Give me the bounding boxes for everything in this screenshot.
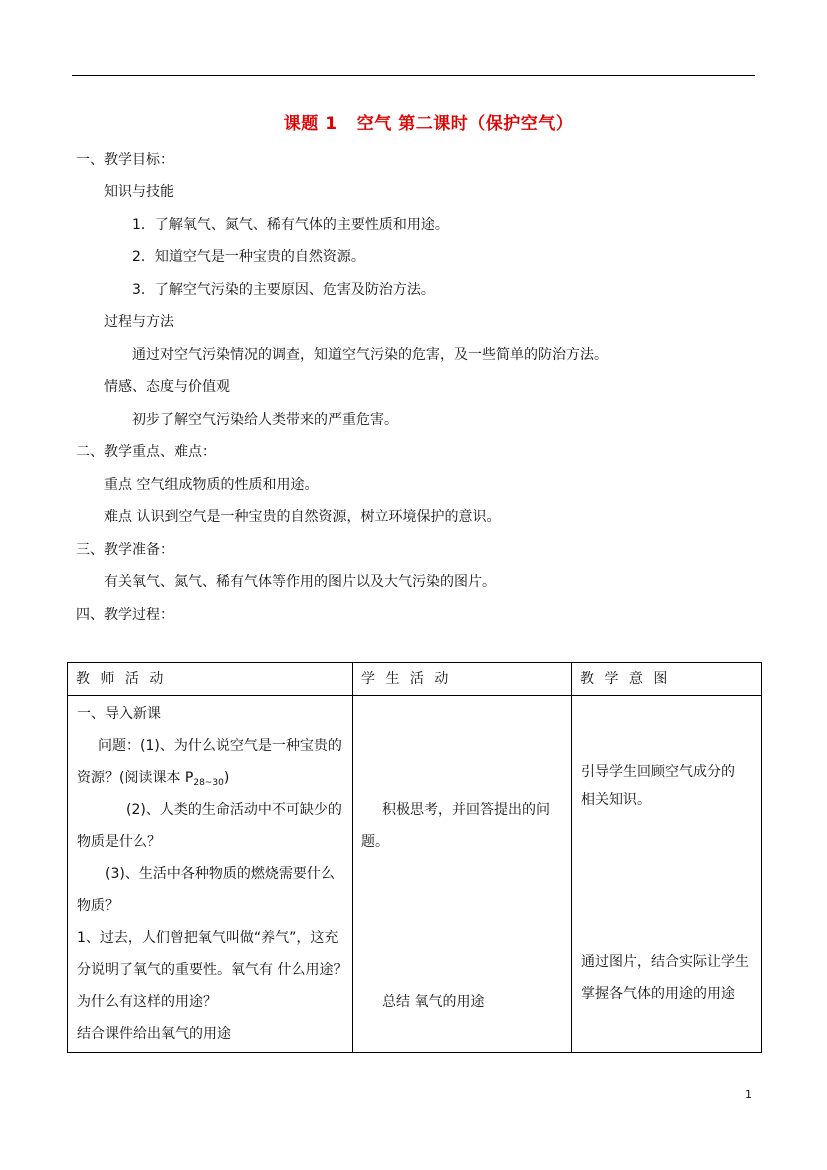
teacher-line: 问题：(1)、为什么说空气是一种宝贵的 [98, 738, 342, 754]
intent-line: 引导学生回顾空气成分的 [581, 764, 735, 780]
intent-line: 掌握各气体的用途的用途 [581, 986, 735, 1002]
goals-heading: 一、教学目标： [76, 152, 174, 168]
document-title: 课题 1 空气 第二课时（保护空气） [283, 114, 574, 134]
teacher-line: 1、过去，人们曾把氧气叫做“养气”，这充 [77, 930, 339, 946]
teacher-line: 结合课件给出氧气的用途 [77, 1026, 231, 1042]
header-teacher: 教 师 活 动 [68, 663, 353, 696]
key-point: 重点 空气组成物质的性质和用途。 [104, 477, 319, 493]
teacher-line: (3)、生活中各种物质的燃烧需要什么 [105, 866, 335, 882]
emotion-heading: 情感、态度与价值观 [104, 379, 230, 395]
teacher-line: 一、导入新课 [77, 706, 161, 722]
process-heading: 过程与方法 [104, 314, 174, 330]
student-line: 总结 氧气的用途 [382, 994, 485, 1010]
emotion-text: 初步了解空气污染给人类带来的严重危害。 [132, 412, 398, 428]
header-rule [72, 75, 755, 76]
teacher-line: 物质是什么？ [77, 834, 161, 850]
student-cell [353, 696, 572, 1053]
student-line: 积极思考，并回答提出的问 [382, 802, 550, 818]
teacher-line: 分说明了氧气的重要性。氧气有 什么用途？ [77, 962, 348, 978]
process-section-heading: 四、教学过程： [76, 607, 174, 623]
header-intent: 教 学 意 图 [572, 663, 762, 696]
process-text: 通过对空气污染情况的调查，知道空气污染的危害，及一些简单的防治方法。 [132, 347, 608, 363]
prep-text: 有关氧气、氮气、稀有气体等作用的图片以及大气污染的图片。 [104, 574, 496, 590]
student-line: 题。 [361, 834, 389, 850]
intent-line: 通过图片，结合实际让学生 [581, 954, 749, 970]
key-heading: 二、教学重点、难点： [76, 444, 216, 460]
knowledge-heading: 知识与技能 [104, 184, 174, 200]
teacher-line: 为什么有这样的用途？ [77, 994, 217, 1010]
teacher-line: 物质？ [77, 898, 119, 914]
page-number: 1 [745, 1088, 752, 1101]
teacher-line: 资源？(阅读课本 $P_{28\sim 30}$) [77, 770, 230, 788]
knowledge-item-1: 1．了解氧气、氮气、稀有气体的主要性质和用途。 [132, 217, 449, 233]
table-row [68, 696, 762, 1053]
page-range-subscript: 28~30 [193, 778, 224, 788]
teacher-cell [68, 696, 353, 1053]
prep-heading: 三、教学准备： [76, 542, 174, 558]
lesson-table [67, 662, 762, 1053]
intent-line: 相关知识。 [581, 792, 651, 808]
table-header-row [68, 663, 762, 696]
difficult-point: 难点 认识到空气是一种宝贵的自然资源，树立环境保护的意识。 [104, 509, 501, 525]
teacher-line: (2)、人类的生命活动中不可缺少的 [126, 802, 342, 818]
intent-cell [572, 696, 762, 1053]
header-student: 学 生 活 动 [353, 663, 572, 696]
knowledge-item-2: 2．知道空气是一种宝贵的自然资源。 [132, 249, 365, 265]
knowledge-item-3: 3．了解空气污染的主要原因、危害及防治方法。 [132, 282, 435, 298]
